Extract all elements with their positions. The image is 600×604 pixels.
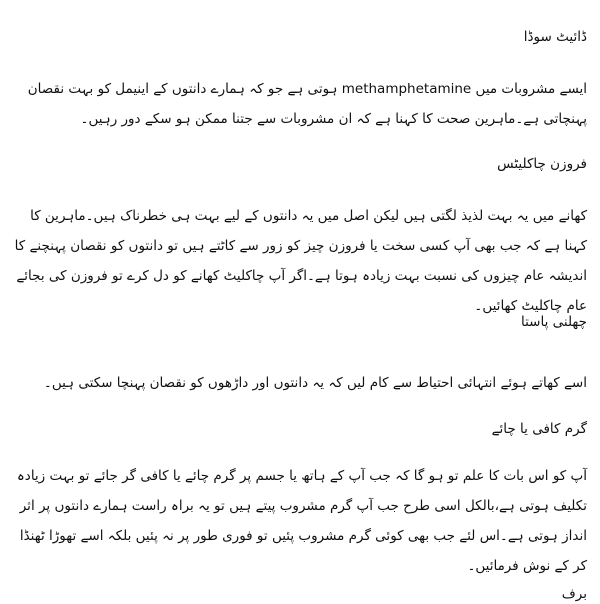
section-heading-hot-coffee-tea: گرم کافی یا چائے bbox=[491, 421, 587, 437]
section-heading-pasta: چھلنی پاستا bbox=[520, 314, 587, 330]
section-body-hot-coffee-tea: آپ کو اس بات کا علم تو ہو گا کہ جب آپ کے ہاتھ یا جسم پر گرم چائے یا کافی گر جائے تو بہت زیادہ تکلیف ہوتی ہے،بالکل اسی طرح جب آپ گرم مشروب پیتے ہیں تو یہ براہ راست ہمارے دانتوں پر اثر انداز ہوتی ہے۔اس لئے جب بھی کوئی گرم مشروب پئیں تو فوری طور پر نہ پئیں بلکہ اسے تھوڑا ٹھنڈا کر کے نوش فرمائیں۔ bbox=[16, 468, 587, 574]
section-body-pasta: اسے کھاتے ہوئے انتہائی احتیاط سے کام لیں کہ یہ دانتوں اور داڑھوں کو نقصان پہنچا سکتی ہیں۔ bbox=[43, 375, 587, 391]
section-body-frozen-chocolates: کھانے میں یہ بہت لذیذ لگتی ہیں لیکن اصل میں یہ دانتوں کے لیے بہت ہی خطرناک ہیں۔ماہرین کا کہنا ہے کہ جب بھی آپ کسی سخت یا فروزن چیز کو زور سے کاٹتے ہیں تو دانتوں کو نقصان پہنچنے کا اندیشہ عام چیزوں کی نسبت بہت زیادہ ہوتا ہے۔اگر آپ چاکلیٹ کھانے کو دل کرے تو فروزن کی بجائے عام چاکلیٹ کھائیں۔ bbox=[14, 208, 587, 314]
section-heading-frozen-chocolates: فروزن چاکلیٹس bbox=[497, 156, 587, 172]
section-body-diet-soda: ایسے مشروبات میں methamphetamine ہوتی ہے جو کہ ہمارے دانتوں کے اینیمل کو بہت نقصان پہنچاتی ہے۔ماہرین صحت کا کہنا ہے کہ ان مشروبات سے جتنا ممکن ہو سکے دور رہیں۔ bbox=[27, 81, 587, 127]
section-heading-ice-cutoff: برف bbox=[561, 586, 587, 602]
article bbox=[10, 0, 587, 600]
section-heading-diet-soda: ڈائیٹ سوڈا bbox=[523, 29, 587, 45]
